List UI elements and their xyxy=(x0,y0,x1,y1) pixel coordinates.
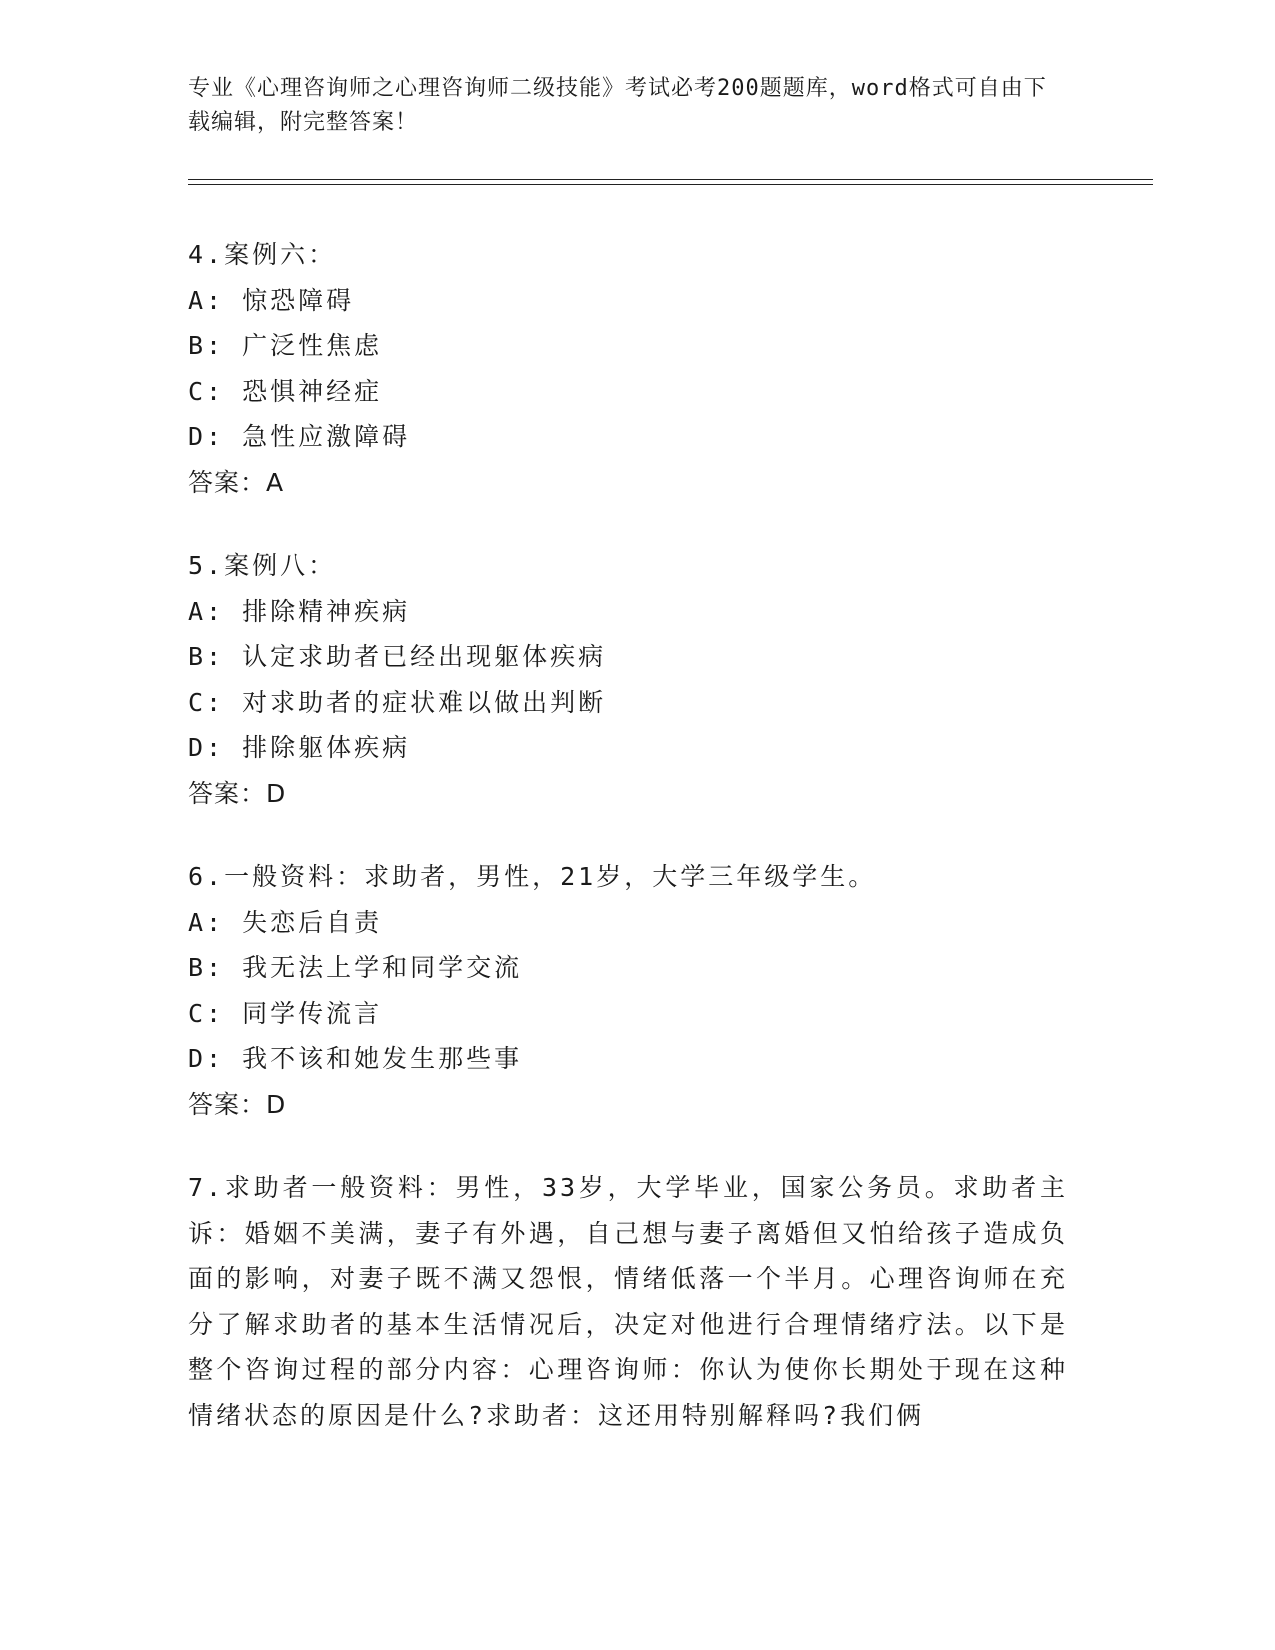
answer-line: 答案：A xyxy=(188,467,285,497)
option-b: B: 我无法上学和同学交流 xyxy=(188,953,523,982)
option-d: D: 排除躯体疾病 xyxy=(188,733,411,762)
question-stem: 6.一般资料：求助者，男性，21岁，大学三年级学生。 xyxy=(188,862,877,891)
option-a: A: 排除精神疾病 xyxy=(188,596,411,626)
option-c: C: 恐惧神经症 xyxy=(188,376,383,406)
option-d: D: 急性应激障碍 xyxy=(188,422,411,451)
question-6 xyxy=(188,854,1068,1127)
question-stem: 4.案例六： xyxy=(188,240,337,269)
question-list xyxy=(188,232,1068,1476)
option-c: C: 对求助者的症状难以做出判断 xyxy=(188,687,607,717)
answer-line: 答案：D xyxy=(188,778,287,808)
question-stem: 7.求助者一般资料：男性，33岁，大学毕业，国家公务员。求助者主诉：婚姻不美满，妻子有外遇，自己想与妻子离婚但又怕给孩子造成负面的影响，对妻子既不满又怨恨，情绪低落一个半月。心理咨询师在充分了解求助者的基本生活情况后，决定对他进行合理情绪疗法。以下是整个咨询过程的部分内容：心理咨询师：你认为使你长期处于现在这种情绪状态的原因是什么?求助者：这还用特别解释吗?我们俩 xyxy=(188,1173,1068,1430)
option-b: B: 认定求助者已经出现躯体疾病 xyxy=(188,642,607,671)
option-c: C: 同学传流言 xyxy=(188,998,383,1028)
header-rule-top xyxy=(188,179,1153,180)
document-header: 专业《心理咨询师之心理咨询师二级技能》考试必考200题题库，word格式可自由下载编辑，附完整答案！ xyxy=(188,76,1047,135)
question-stem: 5.案例八： xyxy=(188,551,337,580)
question-4 xyxy=(188,232,1068,505)
question-7 xyxy=(188,1165,1068,1438)
question-5 xyxy=(188,543,1068,816)
header-rule-bottom xyxy=(188,184,1153,185)
option-d: D: 我不该和她发生那些事 xyxy=(188,1044,523,1073)
answer-line: 答案：D xyxy=(188,1089,287,1119)
option-a: A: 惊恐障碍 xyxy=(188,285,355,315)
option-a: A: 失恋后自责 xyxy=(188,907,383,937)
option-b: B: 广泛性焦虑 xyxy=(188,331,383,360)
